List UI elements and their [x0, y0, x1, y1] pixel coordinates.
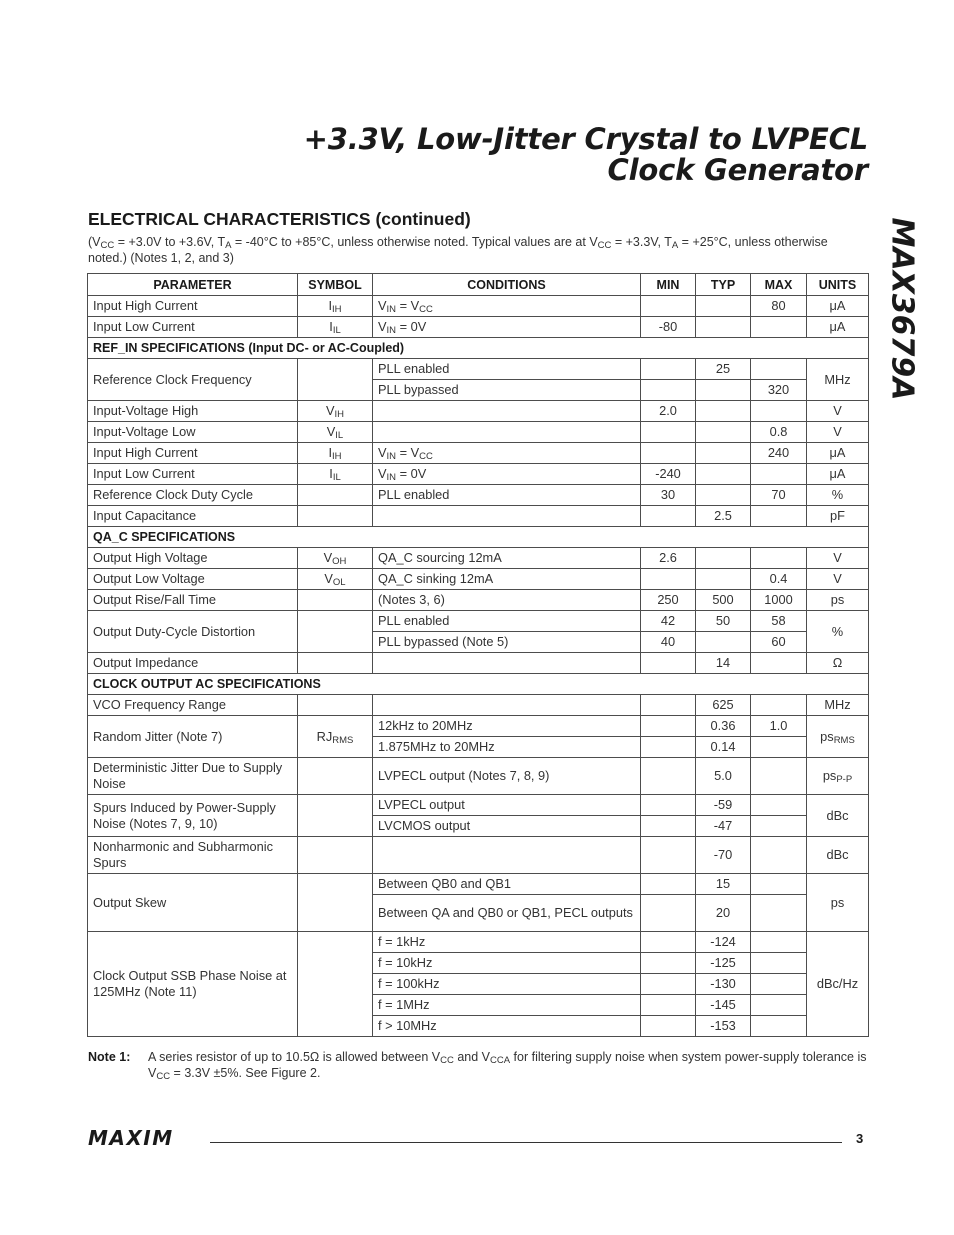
- side-part-number: [882, 214, 922, 404]
- max-cell: [751, 758, 807, 795]
- min-cell: [641, 506, 696, 527]
- maxim-logo-graphic: [88, 1128, 200, 1148]
- table-row: [88, 485, 869, 506]
- max-cell: [751, 653, 807, 674]
- footer-rule: [210, 1142, 842, 1143]
- min-cell: -80: [641, 317, 696, 338]
- typ-cell: 0.14: [696, 737, 751, 758]
- typ-cell: [696, 443, 751, 464]
- symbol-cell: [298, 837, 373, 874]
- min-cell: [641, 816, 696, 837]
- max-cell: [751, 895, 807, 932]
- max-cell: [751, 401, 807, 422]
- parameter-cell: Clock Output SSB Phase Noise at 125MHz (Note 11): [88, 932, 298, 1037]
- conditions-cell: $V_{IN} = 0V$: [373, 317, 641, 338]
- conditions-cell: LVCMOS output: [373, 816, 641, 837]
- min-cell: [641, 695, 696, 716]
- symbol-cell: [298, 874, 373, 932]
- typ-cell: 25: [696, 359, 751, 380]
- conditions-cell: PLL enabled: [373, 611, 641, 632]
- units-cell: Ω: [807, 653, 869, 674]
- conditions-cell: Between QB0 and QB1: [373, 874, 641, 895]
- symbol-cell: $RJ_{RMS}$: [298, 716, 373, 758]
- typ-cell: [696, 380, 751, 401]
- symbol-cell: $V_{OL}$: [298, 569, 373, 590]
- table-row: [88, 569, 869, 590]
- conditions-cell: f = 1kHz: [373, 932, 641, 953]
- min-cell: [641, 1016, 696, 1037]
- conditions-cell: [373, 653, 641, 674]
- units-cell: μA: [807, 296, 869, 317]
- parameter-cell: VCO Frequency Range: [88, 695, 298, 716]
- parameter-cell: Output Skew: [88, 874, 298, 932]
- min-cell: 42: [641, 611, 696, 632]
- conditions-note: ($V_{CC} = +3.0V$ to +3.6V, $T_A = -40^\circ C$ to +85°C, unless otherwise noted. Typical values are at $V_{CC} = +3.3V$, $T_A = +25^\circ C$, unless otherwise noted.) (Notes 1, 2, and 3): [88, 235, 828, 265]
- max-cell: [751, 359, 807, 380]
- max-cell: 1.0: [751, 716, 807, 737]
- units-cell: dBc: [807, 837, 869, 874]
- conditions-cell: [373, 695, 641, 716]
- min-cell: [641, 795, 696, 816]
- units-cell: dBc: [807, 795, 869, 837]
- typ-cell: 0.36: [696, 716, 751, 737]
- symbol-cell: $V_{IH}$: [298, 401, 373, 422]
- min-cell: [641, 569, 696, 590]
- header-typ: TYP: [696, 274, 751, 296]
- parameter-cell: Input Low Current: [88, 464, 298, 485]
- conditions-cell: PLL bypassed: [373, 380, 641, 401]
- symbol-cell: [298, 795, 373, 837]
- min-cell: -240: [641, 464, 696, 485]
- parameter-cell: Spurs Induced by Power-Supply Noise (Notes 7, 9, 10): [88, 795, 298, 837]
- symbol-cell: [298, 359, 373, 401]
- min-cell: [641, 716, 696, 737]
- symbol-cell: $I_{IL}$: [298, 317, 373, 338]
- parameter-cell: Input Capacitance: [88, 506, 298, 527]
- typ-cell: [696, 317, 751, 338]
- page-number: 3: [856, 1131, 864, 1146]
- typ-cell: 625: [696, 695, 751, 716]
- parameter-cell: Nonharmonic and Subharmonic Spurs: [88, 837, 298, 874]
- symbol-cell: [298, 932, 373, 1037]
- header-units: UNITS: [807, 274, 869, 296]
- min-cell: [641, 895, 696, 932]
- table-row: [88, 422, 869, 443]
- typ-cell: [696, 632, 751, 653]
- parameter-cell: Input High Current: [88, 296, 298, 317]
- header-max: MAX: [751, 274, 807, 296]
- typ-cell: [696, 422, 751, 443]
- table-row: [88, 932, 869, 953]
- parameter-cell: Output Duty-Cycle Distortion: [88, 611, 298, 653]
- symbol-cell: [298, 653, 373, 674]
- max-cell: [751, 932, 807, 953]
- section-title: REF_IN SPECIFICATIONS (Input DC- or AC-Coupled): [88, 338, 869, 359]
- table-row: [88, 758, 869, 795]
- conditions-cell: f = 10kHz: [373, 953, 641, 974]
- symbol-cell: [298, 611, 373, 653]
- min-cell: [641, 737, 696, 758]
- conditions-cell: PLL enabled: [373, 359, 641, 380]
- typ-cell: 20: [696, 895, 751, 932]
- table-row: [88, 695, 869, 716]
- table-row: [88, 506, 869, 527]
- section-row-qa-c: [88, 527, 869, 548]
- conditions-cell: $V_{IN} = V_{CC}$: [373, 443, 641, 464]
- title-line-1: +3.3V, Low-Jitter Crystal to LVPECL: [303, 122, 868, 156]
- conditions-cell: LVPECL output (Notes 7, 8, 9): [373, 758, 641, 795]
- min-cell: [641, 837, 696, 874]
- min-cell: [641, 974, 696, 995]
- parameter-cell: Output Rise/Fall Time: [88, 590, 298, 611]
- max-cell: [751, 837, 807, 874]
- min-cell: 250: [641, 590, 696, 611]
- max-cell: 320: [751, 380, 807, 401]
- table-row: [88, 590, 869, 611]
- typ-cell: [696, 401, 751, 422]
- min-cell: [641, 380, 696, 401]
- typ-cell: -70: [696, 837, 751, 874]
- conditions-cell: PLL bypassed (Note 5): [373, 632, 641, 653]
- typ-cell: -130: [696, 974, 751, 995]
- parameter-cell: Input High Current: [88, 443, 298, 464]
- min-cell: [641, 359, 696, 380]
- units-cell: MHz: [807, 359, 869, 401]
- min-cell: 40: [641, 632, 696, 653]
- title-line-2: Clock Generator: [607, 153, 868, 187]
- typ-cell: -59: [696, 795, 751, 816]
- parameter-cell: Reference Clock Frequency: [88, 359, 298, 401]
- max-cell: [751, 795, 807, 816]
- conditions-cell: QA_C sinking 12mA: [373, 569, 641, 590]
- max-cell: 58: [751, 611, 807, 632]
- table-row: [88, 795, 869, 816]
- units-cell: ps: [807, 590, 869, 611]
- max-cell: [751, 816, 807, 837]
- units-cell: μA: [807, 464, 869, 485]
- max-cell: [751, 464, 807, 485]
- symbol-cell: [298, 485, 373, 506]
- conditions-cell: (Notes 3, 6): [373, 590, 641, 611]
- table-row: [88, 716, 869, 737]
- header-parameter: PARAMETER: [88, 274, 298, 296]
- units-cell: $ps_{P-P}$: [807, 758, 869, 795]
- min-cell: [641, 443, 696, 464]
- max-cell: [751, 1016, 807, 1037]
- symbol-cell: $V_{OH}$: [298, 548, 373, 569]
- min-cell: 30: [641, 485, 696, 506]
- min-cell: [641, 995, 696, 1016]
- header-conditions: CONDITIONS: [373, 274, 641, 296]
- conditions-cell: f = 1MHz: [373, 995, 641, 1016]
- conditions-cell: QA_C sourcing 12mA: [373, 548, 641, 569]
- table-row: [88, 317, 869, 338]
- units-cell: %: [807, 611, 869, 653]
- max-cell: 0.8: [751, 422, 807, 443]
- conditions-cell: [373, 422, 641, 443]
- header-min: MIN: [641, 274, 696, 296]
- conditions-cell: f > 10MHz: [373, 1016, 641, 1037]
- conditions-cell: $V_{IN} = V_{CC}$: [373, 296, 641, 317]
- units-cell: ps: [807, 874, 869, 932]
- header-symbol: SYMBOL: [298, 274, 373, 296]
- min-cell: 2.0: [641, 401, 696, 422]
- max-cell: [751, 995, 807, 1016]
- maxim-logo: [88, 1128, 200, 1148]
- min-cell: [641, 653, 696, 674]
- min-cell: 2.6: [641, 548, 696, 569]
- units-cell: MHz: [807, 695, 869, 716]
- logo-lettering: MAXIM: [88, 1128, 174, 1148]
- min-cell: [641, 953, 696, 974]
- typ-cell: 500: [696, 590, 751, 611]
- max-cell: 70: [751, 485, 807, 506]
- note-text: A series resistor of up to 10.5Ω is allowed between $V_{CC}$ and $V_{CCA}$ for filtering supply noise when system power-supply tolerance is $V_{CC} = 3.3V \pm 5\%$. See Figure 2.: [148, 1050, 867, 1082]
- max-cell: [751, 506, 807, 527]
- max-cell: [751, 874, 807, 895]
- conditions-cell: $V_{IN} = 0V$: [373, 464, 641, 485]
- units-cell: V: [807, 401, 869, 422]
- table-row: [88, 359, 869, 380]
- typ-cell: -125: [696, 953, 751, 974]
- table-row: [88, 653, 869, 674]
- typ-cell: 14: [696, 653, 751, 674]
- units-cell: %: [807, 485, 869, 506]
- section-title: QA_C SPECIFICATIONS: [88, 527, 869, 548]
- max-cell: [751, 317, 807, 338]
- typ-cell: [696, 548, 751, 569]
- typ-cell: [696, 296, 751, 317]
- section-title: CLOCK OUTPUT AC SPECIFICATIONS: [88, 674, 869, 695]
- units-cell: μA: [807, 317, 869, 338]
- section-row-ref-in: [88, 338, 869, 359]
- table-row: [88, 837, 869, 874]
- max-cell: [751, 548, 807, 569]
- conditions-cell: f = 100kHz: [373, 974, 641, 995]
- conditions-cell: LVPECL output: [373, 795, 641, 816]
- table-row: [88, 464, 869, 485]
- symbol-cell: [298, 758, 373, 795]
- typ-cell: 15: [696, 874, 751, 895]
- symbol-cell: [298, 506, 373, 527]
- min-cell: [641, 758, 696, 795]
- conditions-cell: PLL enabled: [373, 485, 641, 506]
- max-cell: 1000: [751, 590, 807, 611]
- symbol-cell: [298, 590, 373, 611]
- table-row: [88, 548, 869, 569]
- parameter-cell: Input Low Current: [88, 317, 298, 338]
- parameter-cell: Deterministic Jitter Due to Supply Noise: [88, 758, 298, 795]
- min-cell: [641, 874, 696, 895]
- max-cell: 240: [751, 443, 807, 464]
- typ-cell: 50: [696, 611, 751, 632]
- parameter-cell: Reference Clock Duty Cycle: [88, 485, 298, 506]
- conditions-cell: [373, 401, 641, 422]
- units-cell: pF: [807, 506, 869, 527]
- units-cell: μA: [807, 443, 869, 464]
- parameter-cell: Output Low Voltage: [88, 569, 298, 590]
- parameter-cell: Input-Voltage Low: [88, 422, 298, 443]
- table-header-row: [88, 274, 869, 296]
- side-part-number-text: MAX3679A: [884, 217, 920, 401]
- electrical-characteristics-table: [87, 273, 869, 1037]
- symbol-cell: $V_{IL}$: [298, 422, 373, 443]
- table-row: [88, 296, 869, 317]
- section-heading: ELECTRICAL CHARACTERISTICS (continued): [88, 209, 471, 229]
- parameter-cell: Input-Voltage High: [88, 401, 298, 422]
- min-cell: [641, 932, 696, 953]
- symbol-cell: $I_{IH}$: [298, 443, 373, 464]
- table-row: [88, 874, 869, 895]
- typ-cell: 5.0: [696, 758, 751, 795]
- symbol-cell: [298, 695, 373, 716]
- max-cell: [751, 953, 807, 974]
- max-cell: 0.4: [751, 569, 807, 590]
- units-cell: V: [807, 569, 869, 590]
- typ-cell: [696, 464, 751, 485]
- document-title: [304, 124, 868, 186]
- units-cell: dBc/Hz: [807, 932, 869, 1037]
- parameter-cell: Output Impedance: [88, 653, 298, 674]
- units-cell: $ps_{RMS}$: [807, 716, 869, 758]
- section-row-clock-output-ac: [88, 674, 869, 695]
- max-cell: [751, 695, 807, 716]
- typ-cell: -153: [696, 1016, 751, 1037]
- parameter-cell: Output High Voltage: [88, 548, 298, 569]
- table-row: [88, 611, 869, 632]
- note-label: Note 1:: [88, 1050, 131, 1064]
- conditions-cell: Between QA and QB0 or QB1, PECL outputs: [373, 895, 641, 932]
- min-cell: [641, 296, 696, 317]
- max-cell: 80: [751, 296, 807, 317]
- table-row: [88, 401, 869, 422]
- conditions-cell: [373, 506, 641, 527]
- symbol-cell: $I_{IH}$: [298, 296, 373, 317]
- conditions-cell: 1.875MHz to 20MHz: [373, 737, 641, 758]
- typ-cell: -124: [696, 932, 751, 953]
- typ-cell: 2.5: [696, 506, 751, 527]
- units-cell: V: [807, 548, 869, 569]
- max-cell: [751, 737, 807, 758]
- conditions-cell: 12kHz to 20MHz: [373, 716, 641, 737]
- max-cell: 60: [751, 632, 807, 653]
- conditions-cell: [373, 837, 641, 874]
- typ-cell: -47: [696, 816, 751, 837]
- parameter-cell: Random Jitter (Note 7): [88, 716, 298, 758]
- units-cell: V: [807, 422, 869, 443]
- symbol-cell: $I_{IL}$: [298, 464, 373, 485]
- table-row: [88, 443, 869, 464]
- typ-cell: [696, 569, 751, 590]
- min-cell: [641, 422, 696, 443]
- max-cell: [751, 974, 807, 995]
- typ-cell: [696, 485, 751, 506]
- typ-cell: -145: [696, 995, 751, 1016]
